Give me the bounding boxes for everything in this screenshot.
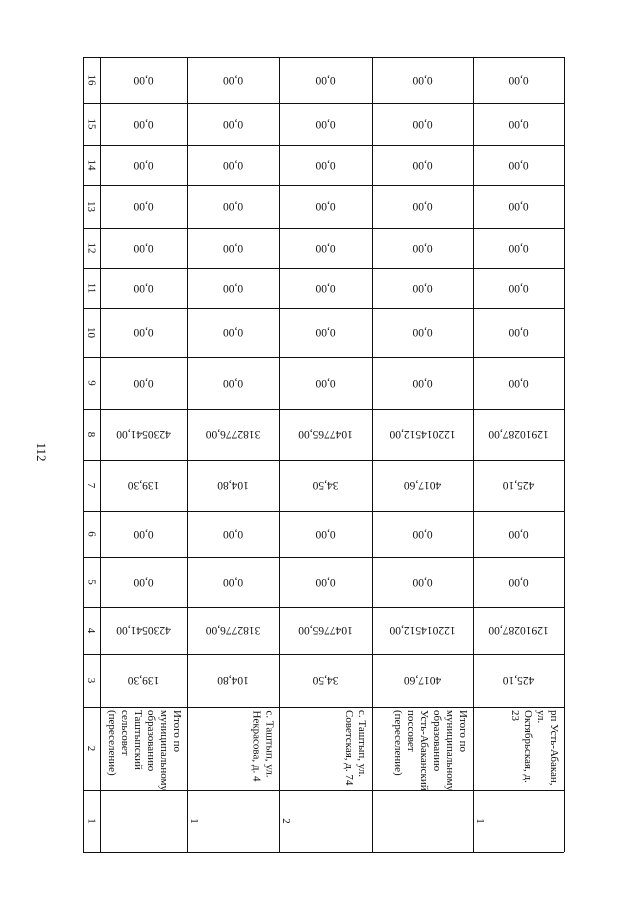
table-cell-value: 104,80 bbox=[217, 479, 249, 492]
table-cell-value: 0,00 bbox=[133, 242, 154, 254]
table-cell-value: 122014512,00 bbox=[389, 428, 456, 441]
column-number: 3 bbox=[85, 677, 98, 684]
column-number: 9 bbox=[85, 380, 98, 386]
table-cell-value: 0,00 bbox=[315, 377, 336, 389]
column-number: 7 bbox=[85, 482, 98, 489]
column-number: 14 bbox=[85, 159, 98, 171]
table-cell-value: 139,30 bbox=[127, 674, 160, 687]
table-cell-value: 0,00 bbox=[412, 242, 433, 254]
table-cell-value: 1047765,00 bbox=[298, 624, 353, 637]
table-cell-value: 0,00 bbox=[508, 159, 529, 171]
table-cell-value: 0,00 bbox=[412, 200, 433, 213]
table-cell-value: 0,00 bbox=[222, 576, 244, 588]
column-number: 13 bbox=[85, 201, 98, 212]
column-number: 6 bbox=[85, 531, 98, 537]
table-cell-value: 0,00 bbox=[412, 377, 433, 389]
table-cell-value: 4017,60 bbox=[403, 479, 442, 492]
table-cell-value: 12910287,00 bbox=[488, 428, 549, 441]
table-cell-value: 0,00 bbox=[412, 576, 433, 588]
table-cell-value: 0,00 bbox=[412, 74, 433, 86]
column-number: 2 bbox=[85, 745, 98, 752]
table-cell-value: 0,00 bbox=[133, 576, 154, 588]
column-number: 16 bbox=[85, 74, 98, 86]
table-cell-value: 0,00 bbox=[508, 282, 529, 294]
table-cell-value: 3182776,00 bbox=[205, 624, 261, 637]
column-number: 11 bbox=[85, 282, 98, 294]
table-cell-name: рп Усть-Абакан, ул. Октябрьская, д. 23 bbox=[509, 710, 560, 786]
table-cell-value: 0,00 bbox=[508, 118, 529, 130]
table-cell-row-number bbox=[348, 814, 410, 828]
table-cell-value: 0,00 bbox=[315, 326, 336, 339]
column-number: 8 bbox=[85, 431, 98, 438]
table-cell-value: 0,00 bbox=[315, 282, 336, 294]
table-cell-value: 0,00 bbox=[412, 118, 433, 130]
data-table bbox=[83, 57, 564, 852]
table-cell-value: 12910287,00 bbox=[488, 624, 549, 637]
table-cell-value: 0,00 bbox=[412, 282, 433, 294]
table-cell-value: 0,00 bbox=[412, 528, 433, 540]
table-cell-value: 4230541,00 bbox=[116, 428, 171, 441]
table-cell-value: 0,00 bbox=[508, 74, 529, 86]
table-cell-value: 1047765,00 bbox=[298, 428, 353, 441]
table-cell-value: 425,10 bbox=[502, 674, 535, 687]
table-cell-value: 0,00 bbox=[315, 576, 336, 588]
table-cell-value: 0,00 bbox=[508, 377, 529, 389]
table-cell-value: 425,10 bbox=[502, 479, 535, 492]
column-number: 12 bbox=[85, 242, 98, 254]
table-cell-value: 0,00 bbox=[508, 200, 529, 213]
column-number: 15 bbox=[85, 118, 98, 130]
table-cell-value: 122014512,00 bbox=[389, 624, 456, 637]
table-cell-value: 0,00 bbox=[133, 118, 154, 130]
table-cell-value: 0,00 bbox=[133, 326, 154, 339]
page-number: 112 bbox=[34, 442, 49, 462]
table-cell-value: 0,00 bbox=[222, 200, 244, 213]
table-cell-value: 34,50 bbox=[312, 479, 339, 492]
table-cell-value: 0,00 bbox=[508, 242, 529, 254]
table-cell-row-number: 1 bbox=[188, 818, 200, 824]
table-cell-value: 4230541,00 bbox=[116, 624, 171, 637]
table-cell-value: 0,00 bbox=[133, 528, 154, 540]
table-cell-value: 0,00 bbox=[315, 118, 336, 130]
table-cell-value: 0,00 bbox=[133, 159, 154, 171]
table-cell-value: 4017,60 bbox=[403, 674, 442, 687]
table-cell-name: Итого по муниципальному образованию Таштыпский сельсовет (переселение) bbox=[106, 710, 183, 792]
table-cell-value: 34,50 bbox=[312, 674, 339, 687]
table-cell-value: 0,00 bbox=[315, 242, 336, 254]
table-cell-name: с. Таштып, ул. Советская, д. 74 bbox=[343, 710, 368, 786]
table-cell-value: 0,00 bbox=[222, 74, 244, 86]
table-cell-value: 0,00 bbox=[133, 200, 154, 213]
table-cell-row-number: 2 bbox=[280, 818, 292, 824]
table-cell-value: 0,00 bbox=[508, 326, 529, 339]
table-cell-value: 0,00 bbox=[222, 377, 244, 389]
table-cell-value: 0,00 bbox=[315, 159, 336, 171]
table-cell-value: 0,00 bbox=[315, 74, 336, 86]
table-cell-value: 0,00 bbox=[222, 118, 244, 130]
table-cell-value: 0,00 bbox=[315, 200, 336, 213]
column-number: 5 bbox=[85, 579, 98, 585]
table-cell-value: 0,00 bbox=[222, 242, 244, 254]
table-cell-value: 0,00 bbox=[222, 282, 244, 294]
table-cell-value: 0,00 bbox=[412, 159, 433, 171]
table-cell-value: 0,00 bbox=[508, 528, 529, 540]
table-cell-value: 3182776,00 bbox=[205, 428, 261, 441]
table-cell-value: 0,00 bbox=[222, 528, 244, 540]
table-cell-value: 0,00 bbox=[412, 326, 433, 339]
table-cell-value: 0,00 bbox=[222, 326, 244, 339]
table-cell-value: 0,00 bbox=[508, 576, 529, 588]
table-cell-value: 0,00 bbox=[133, 377, 154, 389]
column-number: 4 bbox=[85, 627, 98, 634]
table-cell-value: 0,00 bbox=[315, 528, 336, 540]
table-cell-value: 0,00 bbox=[133, 282, 154, 294]
table-cell-name: с. Таштып, ул. Некрасова, д. 4 bbox=[250, 710, 275, 781]
table-cell-value: 0,00 bbox=[133, 74, 154, 86]
table-cell-row-number: 1 bbox=[474, 818, 486, 824]
column-number: 1 bbox=[85, 818, 98, 824]
table-cell-name: Итого по муниципальному образованию Усть-Абаканский поссовет (переселение) bbox=[392, 710, 469, 792]
table-cell-value: 139,30 bbox=[127, 479, 160, 492]
table-cell-value: 104,80 bbox=[217, 674, 249, 687]
table-cell-row-number bbox=[76, 814, 138, 828]
column-number: 10 bbox=[85, 327, 98, 338]
table-cell-value: 0,00 bbox=[222, 159, 244, 171]
